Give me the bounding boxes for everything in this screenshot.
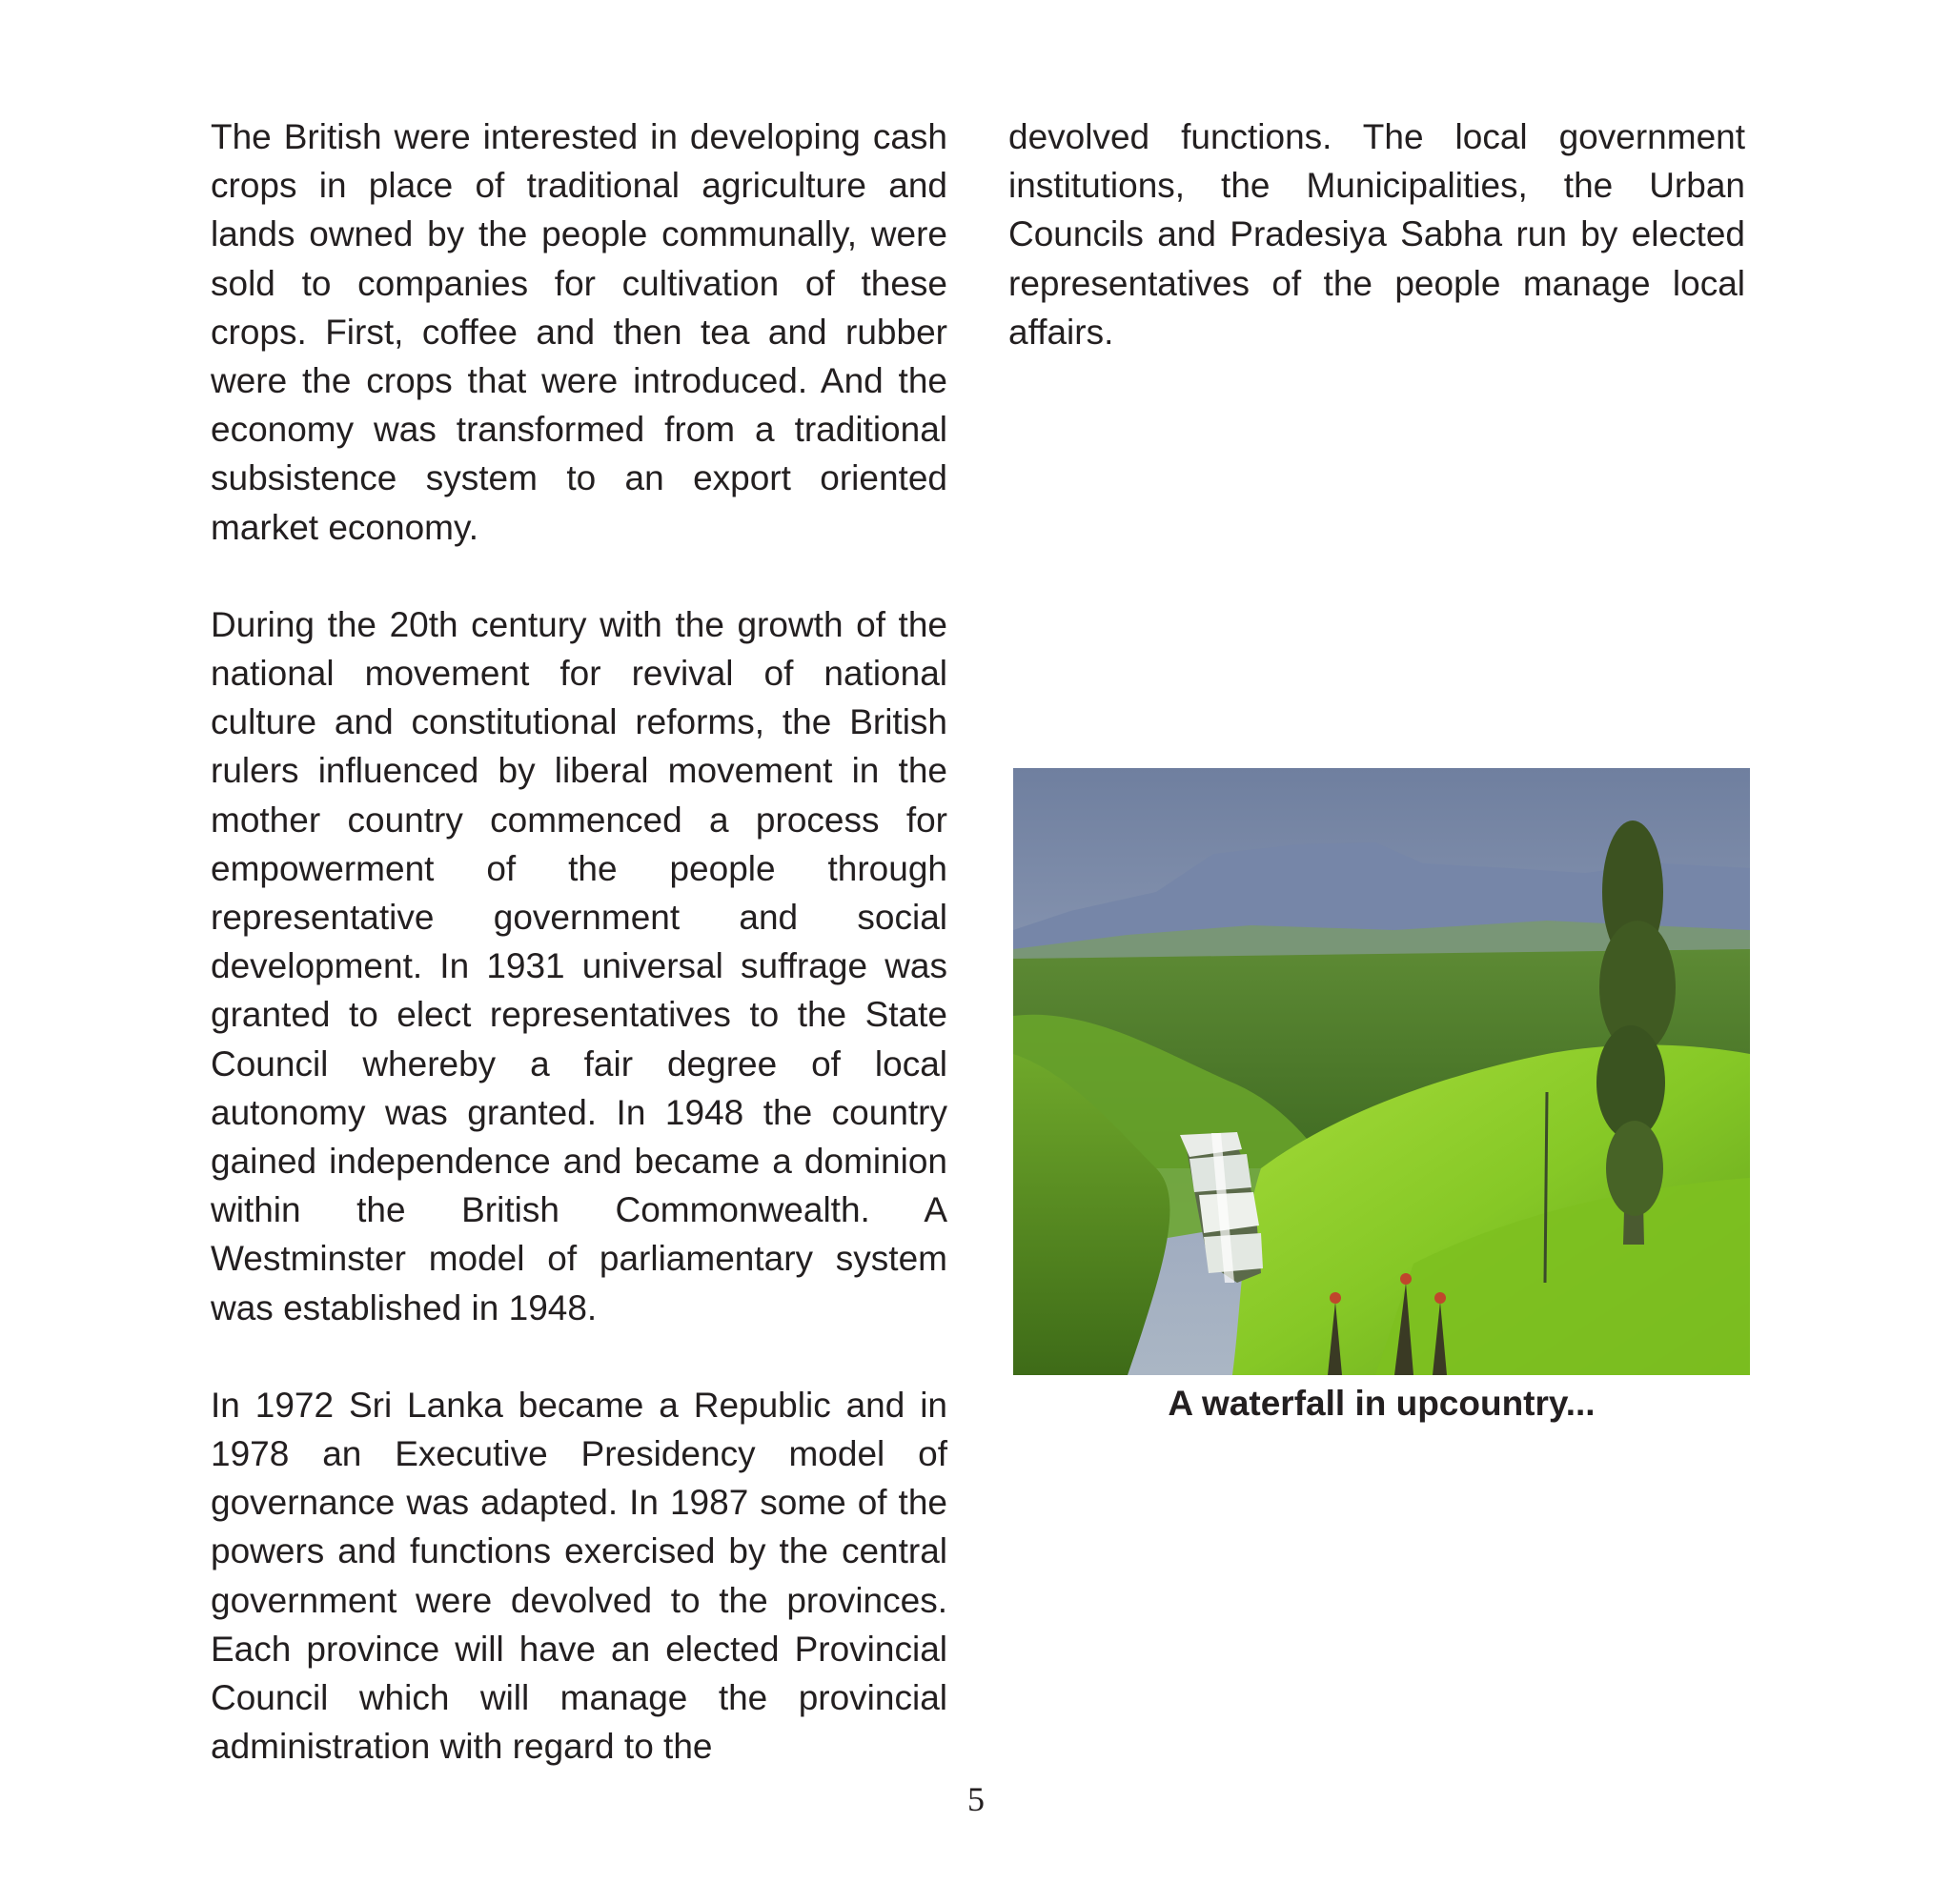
waterfall-photo — [1013, 768, 1750, 1375]
figure-caption: A waterfall in upcountry... — [1168, 1384, 1596, 1423]
paragraph-20th-century: During the 20th century with the growth of the national movement for revival of national culture and constitutional reforms, the British rulers influenced by liberal movement in the mother country commenced a process for empowerment of the people through representative government and social development. In 1931 universal suffrage was granted to elect representatives to the State Council whereby a fair degree of local autonomy was granted. In 1948 the country gained independence and became a dominion within the British Commonwealth. A Westminster model of parliamentary system was established in 1948. — [211, 604, 947, 1327]
paragraph-devolved-functions: devolved functions. The local government institutions, the Municipalities, the Urban Councils and Pradesiya Sabha run by elected representatives of the people manage local affairs. — [1008, 117, 1745, 352]
left-column — [211, 112, 947, 1772]
right-column — [1008, 112, 1745, 356]
page-number: 5 — [967, 1780, 985, 1818]
paragraph-cash-crops: The British were interested in developing cash crops in place of traditional agriculture and lands owned by the people communally, were sold to companies for cultivation of these crops. First, coffee and then tea and rubber were the crops that were introduced. And the economy was transformed from a traditional subsistence system to an export oriented market economy. — [211, 117, 947, 547]
paragraph-republic: In 1972 Sri Lanka became a Republic and in 1978 an Executive Presidency model of governance was adapted. In 1987 some of the powers and functions exercised by the central government were devolved to the provinces. Each province will have an elected Provincial Council which will manage the provincial administration with regard to the — [211, 1385, 947, 1767]
waterfall-landscape-illustration — [1013, 768, 1750, 1375]
